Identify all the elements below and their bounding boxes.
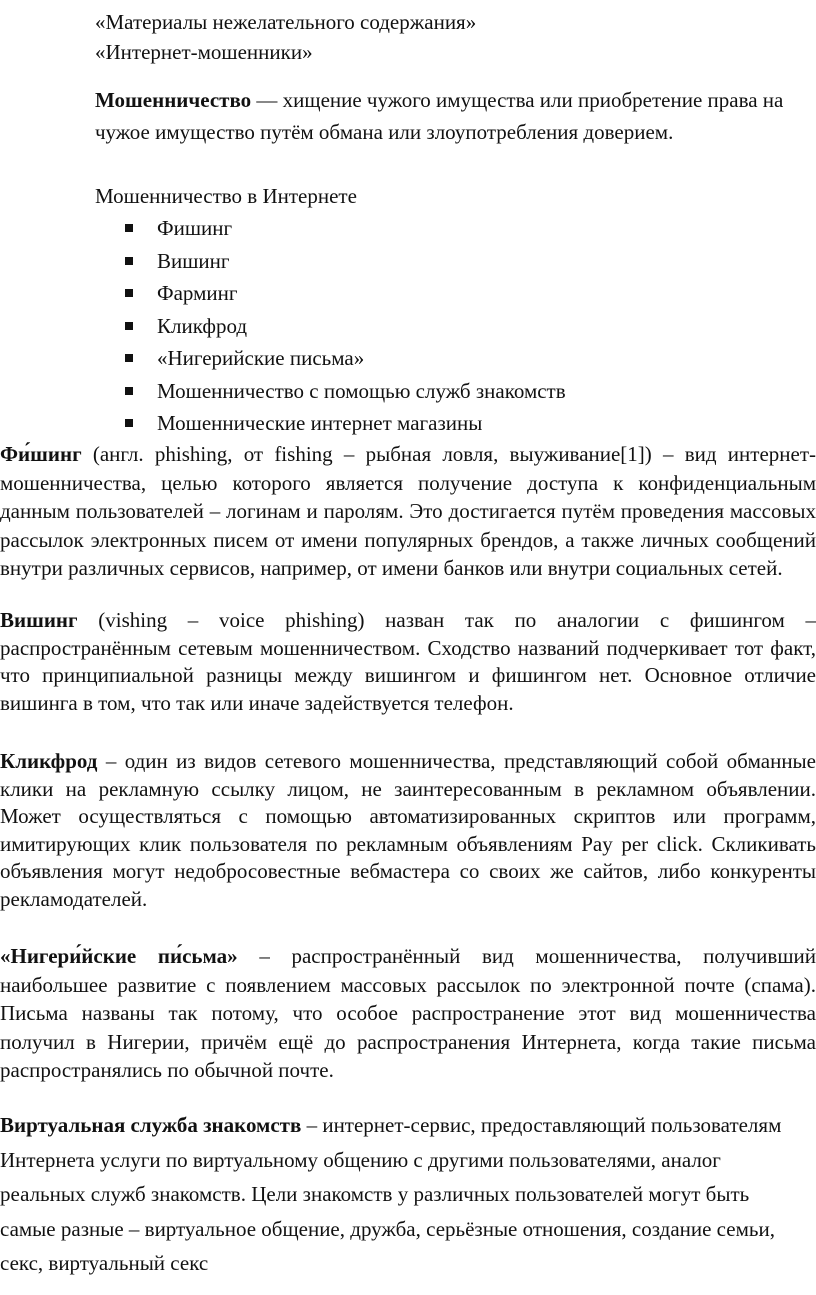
header-line-1: «Материалы нежелательного содержания» — [95, 10, 477, 34]
square-bullet-icon — [125, 224, 133, 232]
paragraph-term: «Нигери́йские пи́сьма» — [0, 944, 238, 968]
definition-paragraph — [95, 84, 811, 148]
square-bullet-icon — [125, 419, 133, 427]
paragraph-text: – один из видов сетевого мошенничества, представляющий собой обманные клики на рекламную ссылку лицом, не заинтересованным в рекламном объявлении. Может осуществляться с помощью автоматизированных скриптов или программ, имитирующих клик пользователя по рекламным объявлениям Pay per click. Скликивать объявления могут недобросовестные вебмастера со своих же сайтов, либо конкуренты рекламодателей. — [0, 749, 816, 911]
paragraph-term: Виртуальная служба знакомств — [0, 1113, 302, 1137]
vishing-paragraph — [0, 607, 816, 717]
square-bullet-icon — [125, 257, 133, 265]
paragraph-term: Фи́шинг — [0, 442, 82, 466]
clickfraud-paragraph — [0, 748, 816, 913]
definition-text: — хищение чужого имущества или приобретение права на чужое имущество путём обмана или злоупотребления доверием. — [95, 88, 784, 144]
list-heading: Мошенничество в Интернете — [95, 184, 357, 208]
square-bullet-icon — [125, 354, 133, 362]
phishing-paragraph — [0, 440, 816, 583]
header-line-2: «Интернет-мошенники» — [95, 40, 313, 64]
square-bullet-icon — [125, 322, 133, 330]
paragraph-text: (vishing – voice phishing) назван так по аналогии с фишингом – распространённым сетевым мошенничеством. Сходство названий подчеркивает тот факт, что принципиальной разницы между вишингом и фишингом нет. Основное отличие вишинга в том, что так или иначе задействуется телефон. — [0, 608, 816, 715]
square-bullet-icon — [125, 387, 133, 395]
definition-term: Мошенничество — [95, 88, 252, 112]
square-bullet-icon — [125, 289, 133, 297]
paragraph-term: Вишинг — [0, 608, 78, 632]
nigerian-letters-paragraph — [0, 942, 816, 1085]
dating-service-paragraph — [0, 1108, 800, 1281]
paragraph-text: (англ. phishing, от fishing – рыбная ловля, выуживание[1]) – вид интернет-мошенничества, целью которого является получение доступа к конфиденциальным данным пользователей – логинам и паролям. Это достигается путём проведения массовых рассылок электронных писем от имени популярных брендов, а также личных сообщений внутри различных сервисов, например, от имени банков или внутри социальных сетей. — [0, 442, 816, 580]
paragraph-text: – распространённый вид мошенничества, получивший наибольшее развитие с появлением массовых рассылок по электронной почте (спама). Письма названы так потому, что особое распространение этот вид мошенничества получил в Нигерии, причём ещё до распространения Интернета, когда такие письма распространялись по обычной почте. — [0, 944, 816, 1082]
paragraph-term: Кликфрод — [0, 749, 98, 773]
paragraph-text: – интернет-сервис, предоставляющий пользователям Интернета услуги по виртуальному общению с другими пользователями, аналог реальных служб знакомств. Цели знакомств у различных пользователей могут быть самые разные – виртуальное общение, дружба, серьёзные отношения, создание семьи, секс, виртуальный секс — [0, 1113, 782, 1275]
